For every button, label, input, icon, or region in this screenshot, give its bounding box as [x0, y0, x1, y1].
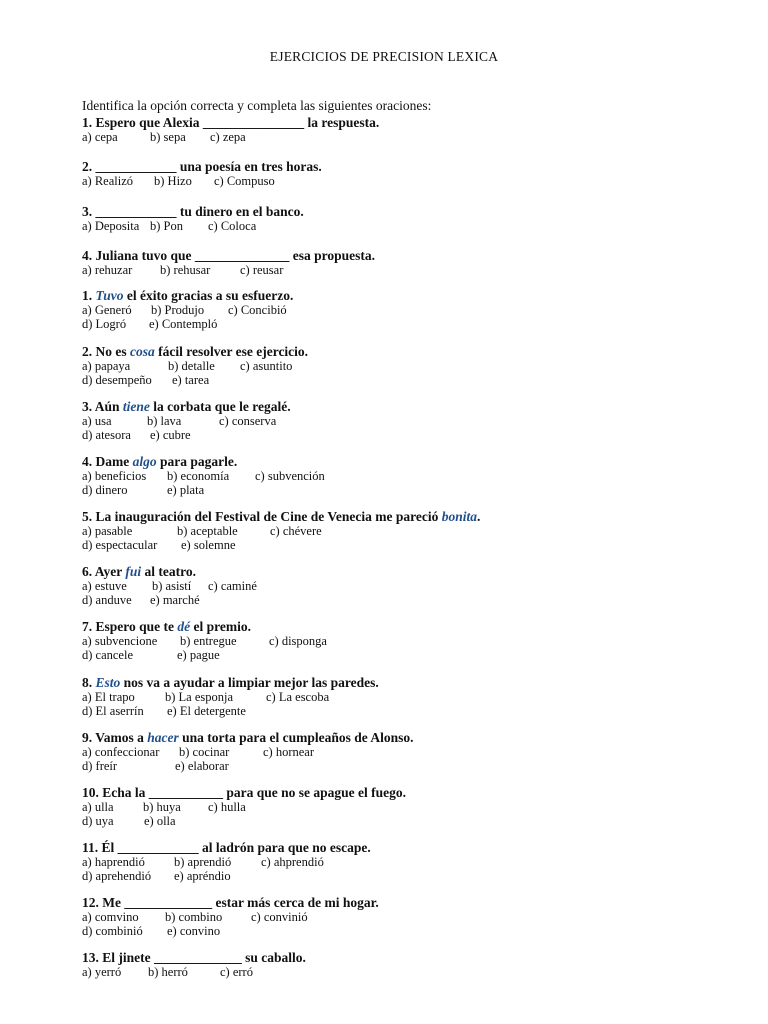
answer-option: e) El detergente [167, 704, 246, 718]
question-text: 3. ____________ tu dinero en el banco. [82, 204, 304, 219]
answer-option: e) apréndio [174, 869, 231, 883]
answer-option: d) atesora [82, 428, 131, 442]
answer-option: a) subvencione [82, 634, 158, 648]
question-prefix: 2. No es [82, 344, 130, 359]
answer-option: d) cancele [82, 648, 134, 662]
answer-option: c) reusar [240, 263, 284, 277]
keyword: cosa [130, 344, 155, 359]
answer-option: c) Coloca [208, 219, 257, 233]
answer-option: c) erró [220, 965, 253, 979]
options-row [82, 579, 722, 593]
keyword: tiene [122, 399, 150, 414]
options-row [82, 634, 722, 648]
answer-option: e) solemne [181, 538, 236, 552]
answer-option: e) pague [177, 648, 220, 662]
answer-option: e) plata [167, 483, 205, 497]
question-text [82, 895, 379, 911]
keyword: fui [125, 564, 142, 579]
answer-option: b) asistí [152, 579, 192, 593]
answer-option: b) Hizo [154, 174, 192, 188]
answer-option: c) convinió [251, 910, 308, 924]
answer-option: b) Produjo [151, 303, 205, 317]
answer-option: e) tarea [172, 373, 210, 387]
answer-option: e) convino [167, 924, 221, 938]
answer-option: e) cubre [150, 428, 191, 442]
answer-option: a) comvino [82, 910, 139, 924]
options-row [82, 648, 722, 662]
answer-option: c) asuntito [240, 359, 293, 373]
options-row [82, 745, 722, 759]
answer-option: c) hulla [208, 800, 246, 814]
answer-option: b) lava [147, 414, 182, 428]
question-suffix: la corbata que le regalé. [149, 399, 291, 414]
answer-option: d) espectacular [82, 538, 158, 552]
answer-option: d) Logró [82, 317, 127, 331]
question-text [82, 785, 406, 801]
question-text [82, 399, 291, 415]
question-text [82, 564, 196, 580]
answer-option: c) Compuso [214, 174, 275, 188]
keyword: bonita [441, 509, 478, 524]
answer-option: a) estuve [82, 579, 127, 593]
question-prefix: 9. Vamos a [82, 730, 148, 745]
keyword: algo [132, 454, 157, 469]
options-row [82, 174, 722, 188]
options-row [82, 593, 722, 607]
answer-option: d) dinero [82, 483, 128, 497]
keyword: Tuvo [95, 288, 124, 303]
options-row [82, 800, 722, 814]
answer-option: b) Pon [150, 219, 183, 233]
answer-option: d) anduve [82, 593, 132, 607]
question-prefix: 4. Dame [82, 454, 133, 469]
options-row [82, 704, 722, 718]
question-text [82, 840, 371, 856]
answer-option: d) combinió [82, 924, 143, 938]
question-prefix: 11. Él ____________ al ladrón para que no escape. [82, 840, 371, 855]
question-text [82, 950, 306, 966]
question-prefix: 7. Espero que te [82, 619, 178, 634]
question-suffix: una torta para el cumpleaños de Alonso. [178, 730, 414, 745]
answer-option: c) zepa [210, 130, 246, 144]
question-text: 1. Espero que Alexia _______________ la respuesta. [82, 115, 380, 130]
answer-option: b) rehusar [160, 263, 211, 277]
options-row [82, 219, 722, 233]
options-row [82, 855, 722, 869]
answer-option: a) Generó [82, 303, 132, 317]
answer-option: d) aprehendió [82, 869, 152, 883]
answer-option: c) caminé [208, 579, 257, 593]
answer-option: a) El trapo [82, 690, 135, 704]
answer-option: b) herró [148, 965, 188, 979]
options-row [82, 428, 722, 442]
options-row [82, 263, 722, 277]
answer-option: a) beneficios [82, 469, 147, 483]
answer-option: b) aceptable [177, 524, 238, 538]
question-text [82, 675, 379, 691]
question-prefix: 8. [82, 675, 96, 690]
answer-option: a) yerró [82, 965, 122, 979]
options-row [82, 303, 722, 317]
answer-option: b) sepa [150, 130, 186, 144]
answer-option: b) cocinar [179, 745, 230, 759]
options-row [82, 130, 722, 144]
question-suffix: el premio. [190, 619, 252, 634]
options-row [82, 483, 722, 497]
options-row [82, 373, 722, 387]
question-suffix: el éxito gracias a su esfuerzo. [123, 288, 294, 303]
question-prefix: 12. Me _____________ estar más cerca de mi hogar. [82, 895, 379, 910]
answer-option: a) pasable [82, 524, 133, 538]
answer-option: c) conserva [219, 414, 277, 428]
keyword: hacer [147, 730, 179, 745]
answer-option: a) Realizó [82, 174, 134, 188]
question-suffix: al teatro. [141, 564, 196, 579]
options-row [82, 869, 722, 883]
question-prefix: 10. Echa la ___________ para que no se apague el fuego. [82, 785, 407, 800]
question-prefix: 6. Ayer [82, 564, 126, 579]
question-prefix: 13. El jinete _____________ su caballo. [82, 950, 306, 965]
answer-option: b) economía [167, 469, 230, 483]
question-prefix: 3. Aún [82, 399, 123, 414]
options-row [82, 965, 722, 979]
answer-option: b) entregue [180, 634, 237, 648]
answer-option: e) marché [150, 593, 200, 607]
answer-option: a) rehuzar [82, 263, 133, 277]
answer-option: c) Concibió [228, 303, 287, 317]
answer-option: a) ulla [82, 800, 114, 814]
answer-option: d) uya [82, 814, 114, 828]
options-row [82, 924, 722, 938]
answer-option: a) Deposita [82, 219, 140, 233]
keyword: dé [177, 619, 191, 634]
options-row [82, 317, 722, 331]
answer-option: c) disponga [269, 634, 327, 648]
answer-option: a) cepa [82, 130, 118, 144]
question-prefix: 1. [82, 288, 96, 303]
answer-option: a) papaya [82, 359, 131, 373]
answer-option: a) confeccionar [82, 745, 160, 759]
question-suffix: fácil resolver ese ejercicio. [154, 344, 309, 359]
options-row [82, 910, 722, 924]
question-text [82, 619, 251, 635]
options-row [82, 469, 722, 483]
question-suffix: . [477, 509, 481, 524]
options-row [82, 359, 722, 373]
answer-option: b) aprendió [174, 855, 232, 869]
options-row [82, 814, 722, 828]
answer-option: d) El aserrín [82, 704, 144, 718]
keyword: Esto [95, 675, 121, 690]
answer-option: c) hornear [263, 745, 315, 759]
answer-option: d) desempeño [82, 373, 152, 387]
document-title: EJERCICIOS DE PRECISION LEXICA [269, 49, 499, 64]
question-suffix: para pagarle. [156, 454, 238, 469]
answer-option: b) combino [165, 910, 223, 924]
answer-option: c) subvención [255, 469, 325, 483]
answer-option: d) freír [82, 759, 118, 773]
question-text [82, 454, 237, 470]
answer-option: a) usa [82, 414, 112, 428]
answer-option: c) La escoba [266, 690, 330, 704]
answer-option: a) haprendió [82, 855, 145, 869]
question-text [82, 288, 293, 304]
options-row [82, 524, 722, 538]
options-row [82, 538, 722, 552]
question-text: 2. ____________ una poesía en tres horas. [82, 159, 322, 174]
options-row [82, 690, 722, 704]
question-text [82, 730, 414, 746]
answer-option: c) chévere [270, 524, 322, 538]
instructions: Identifica la opción correcta y completa las siguientes oraciones: [82, 98, 432, 113]
answer-option: e) Contempló [149, 317, 218, 331]
answer-option: b) La esponja [165, 690, 234, 704]
question-prefix: 5. La inauguración del Festival de Cine de Venecia me pareció [82, 509, 442, 524]
answer-option: e) elaborar [175, 759, 229, 773]
options-row [82, 759, 722, 773]
question-text [82, 344, 308, 360]
question-text [82, 509, 480, 525]
answer-option: c) ahprendió [261, 855, 324, 869]
options-row [82, 414, 722, 428]
question-suffix: nos va a ayudar a limpiar mejor las paredes. [120, 675, 379, 690]
answer-option: e) olla [144, 814, 176, 828]
question-text: 4. Juliana tuvo que ______________ esa propuesta. [82, 248, 376, 263]
answer-option: b) detalle [168, 359, 215, 373]
answer-option: b) huya [143, 800, 181, 814]
